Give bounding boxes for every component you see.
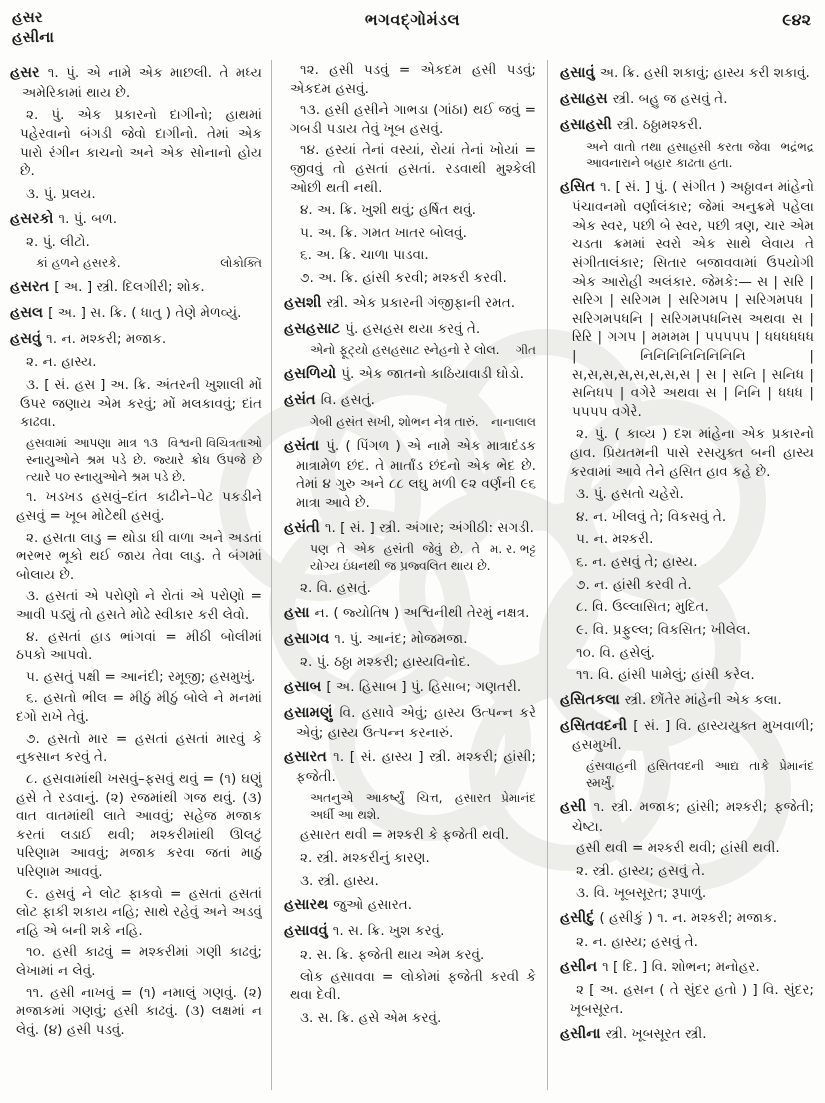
idiom-line: હસારત થવી = મશ્કરી કે ફજેતી થવી. bbox=[300, 827, 510, 844]
idiom-line: ૧. ખડખડ હસવું–દાંત કાઢીને–પેટ પકડીને હસવું = ખૂબ મોટેથી હસવું. bbox=[16, 489, 262, 524]
headword: હસરત bbox=[10, 278, 55, 295]
sense-line: ૨. ન. હાસ્ય; હસવું તે. bbox=[576, 933, 698, 950]
headword: હસીન bbox=[560, 958, 603, 975]
headword: હસળિયો bbox=[284, 366, 342, 383]
quote-attribution: નાનાલાલ bbox=[491, 414, 536, 429]
headword: હસી bbox=[560, 798, 594, 815]
sense-line: ૬. ન. હસવું તે; હાસ્ય. bbox=[576, 554, 698, 571]
sense-line: ૩. વિ. ખૂબસૂરત; રૂપાળું. bbox=[576, 885, 707, 902]
dictionary-entry: હસલ [ અ. ] સ. ક્રિ. ( ધાતુ ) તેણે મેળવ્યું. bbox=[10, 304, 242, 321]
sense-line: ૨. પું. એક પ્રકારનો દાગીનો; હાથમાં પહેરવાનો બંગડી જેવો દાગીનો. તેમાં એક પારો રંગીન કાચનો અને એક સોનાનો હોય છે. bbox=[20, 107, 262, 180]
dictionary-entry: હસંત વિ. હસતું. bbox=[284, 392, 375, 409]
catchword-top: હસર bbox=[12, 8, 43, 26]
sense-line: ૮. વિ. ઉલ્લાસિત; મુદિત. bbox=[576, 599, 709, 616]
idiom-line: ૯. હસવું ને લોટ ફાકવો = હસતાં હસતાં લોટ ફાકી શકાય નહિ; સાથે રહેવું અને અડવું નહિ એ બની શકે નહિ. bbox=[16, 885, 262, 939]
headword: હસાબ bbox=[284, 679, 327, 695]
dictionary-entry: હસામણું વિ. હસાવે એવું; હાસ્ય ઉત્પન્ન કરે એવું; હાસ્ય ઉત્પન્ન કરનારું. bbox=[284, 704, 536, 741]
quote-line: ભદ્રંભદ્ર અને વાતો તથા હસાહસી કરતા જેવા આવનારાને બહાર કાઢતા હતા. bbox=[586, 139, 814, 171]
headword: હસર bbox=[10, 65, 48, 81]
column-divider bbox=[547, 60, 548, 1090]
headword: હસાગવ bbox=[284, 630, 335, 647]
catchword-bottom: હસીના bbox=[12, 27, 54, 46]
headword: હસાવવું bbox=[284, 923, 333, 940]
headword: હસંત bbox=[284, 392, 321, 409]
headword: હસાહસી bbox=[560, 116, 617, 133]
headword: હસિત bbox=[560, 179, 601, 196]
idiom-line: ૨. હસતા લાડુ = થોડા ઘી વાળા અને અડતાં ભરભર ભૂકો થઈ જાય તેવા લાડુ. તે બંગમાં બોલાય છે. bbox=[16, 529, 262, 583]
sense-line: ૩. પું. હસતો ચહેરો. bbox=[576, 486, 684, 503]
headword: હસારથ bbox=[284, 897, 334, 914]
sense-line: ૩. પું. પ્રલય. bbox=[26, 185, 96, 202]
headword: હસામણું bbox=[284, 704, 340, 721]
sense-line: ૧૧. વિ. હાંસી પામેલું; હાંસી કરેલ. bbox=[576, 667, 755, 684]
sense-line: ૨. સ. ક્રિ. ફજેતી થાય એમ કરવું. bbox=[300, 947, 485, 964]
quote-line: પ્રેમાનંદ હંસવાહની હસિતવદની આદ્ય તાકે સ્મર્ખું. bbox=[586, 759, 814, 790]
quote-line: મ. ર. ભટ્ટ પણ તે એક હસંતી જેવું છે. તે યોગ્ય ઇંધનથી જ પ્રજ્વલિત થાય છે. bbox=[310, 542, 536, 574]
quote-attribution: લોકોક્તિ bbox=[220, 255, 262, 270]
idiom-line: ૧૧. હસી નાખવું = (૧) નમાલું ગણવું. (૨) મજાકમાં ગણવું; હસી કાઢવું. (૩) લક્ષમાં ન લેવું. (૪) હસી પડવું. bbox=[16, 984, 262, 1038]
quote-attribution: ભદ્રંભદ્ર bbox=[780, 139, 814, 154]
headword: હસિતકલા bbox=[560, 691, 625, 708]
quote-attribution: વિશ્વની વિચિત્રતાઓ bbox=[167, 435, 262, 450]
dictionary-entry: હસિતવદની [ સં. ] વિ. હાસ્યયુક્ત મુખવાળી; હસમુખી. bbox=[560, 717, 814, 754]
quote-line: નાનાલાલ ગેબી હસંત સખી, શોભન નેત્ર તારું. bbox=[310, 414, 536, 429]
headword: હસંતી bbox=[284, 519, 325, 536]
sense-line: ૨. પું. ( કાવ્ય ) દશ માંહેના એક પ્રકારનો હાવ. પ્રિયતમની પાસે રસયુક્ત બની હાસ્ય કરવામાં આવે તેને હસિત હાવ કહે છે. bbox=[570, 426, 814, 480]
dictionary-entry: હસીન ૧ [ દિ. ] વિ. શોભન; મનોહર. bbox=[560, 958, 760, 975]
dictionary-entry: હસશી સ્ત્રી. એક પ્રકારની ગંજીફાની રમત. bbox=[284, 294, 516, 311]
column bbox=[10, 58, 262, 1096]
sense-line: ૩. સ્ત્રી. હાસ્ય. bbox=[300, 872, 379, 889]
idiom-line: ૧૪. હસ્યાં તેનાં વસ્યાં, રોયાં તેનાં ખોયાં = જીવવું તો હસતાં હસતાં. રડવાથી મુશ્કેલી ઓછી થતી નથી. bbox=[290, 142, 536, 196]
sense-line: ૩. સ. ક્રિ. હસે એમ કરવું. bbox=[300, 1009, 442, 1026]
idiom-line: ૬. હસતો ભીલ = મીઠું મીઠું બોલે ને મનમાં દગો રાખે તેવું. bbox=[16, 690, 262, 726]
column bbox=[560, 58, 814, 1096]
idiom-line: ૮. હસવામાંથી ખસવું–ફસવું થવું = (૧) ઘણું હસે તે રડવાનું. (૨) રજમાંથી ગજ થવું. (૩) વાત વાતમાંથી લાતે આવવું; સહેજ મજાક કરતાં લડાઈ થવી; મશ્કરીમાંથી ઊલટું પરિણામ આવવું; મજાક કરવા જતાં માઠું પરિણામ આવવું. bbox=[16, 770, 262, 880]
dictionary-entry: હસાવું અ. ક્રિ. હસી શકાવું; હાસ્ય કરી શકાવું. bbox=[560, 65, 810, 81]
book-title: ભગવદ્ગોમંડલ bbox=[364, 10, 461, 29]
dictionary-entry: હસવું ૧. ન. મશ્કરી; મજાક. bbox=[10, 330, 167, 347]
dictionary-entry: હસંતી ૧. [ સં. ] સ્ત્રી. અંગાર; અંગીઠી: સગડી. bbox=[284, 519, 534, 536]
quote-attribution: પ્રેમાનંદ bbox=[501, 790, 536, 805]
dictionary-entry: હસાહસ સ્ત્રી. બહુ જ હસવું તે. bbox=[560, 90, 728, 107]
sense-line: ૨. પું. ઠઠ્ઠા મશ્કરી; હાસ્યવિનોદ. bbox=[300, 654, 471, 671]
page-header bbox=[0, 6, 825, 54]
headword: હસવું bbox=[10, 330, 47, 347]
headword: હસીના bbox=[560, 1025, 606, 1042]
sense-line: ૪. ન. ખીલવું તે; વિકસવું તે. bbox=[576, 508, 727, 525]
sense-line: ૨ [ અ. હસન ( તે સુંદર હતો ) ] વિ. સુંદર; ખૂબસૂરત. bbox=[570, 982, 814, 1017]
quote-line: ગીત એનો ફૂટ્યો હસહસાટ સ્નેહનો રે લોલ. bbox=[310, 343, 536, 358]
headword: હસિતવદની bbox=[560, 717, 634, 734]
dictionary-entry: હસર ૧. પું. એ નામે એક માછલી. તે મધ્ય અમેરિકામાં થાય છે. bbox=[10, 65, 262, 101]
sense-line: ૭. અ. ક્રિ. હાંસી કરવી; મશ્કરી કરવી. bbox=[300, 270, 507, 287]
headword: હસરકો bbox=[10, 210, 59, 227]
sense-line: ૯. વિ. પ્રફુલ્લ; વિકસિત; ખીલેલ. bbox=[576, 621, 751, 638]
idiom-line: ૭. હસતો માર = હસતાં હસતાં મારવું કે નુકસાન કરવું તે. bbox=[16, 730, 262, 766]
dictionary-entry: હસા ન. ( જ્યોતિષ ) અશ્વિનીથી તેરમું નક્ષત્ર. bbox=[284, 604, 530, 621]
sense-line: ૧૦. વિ. હસેલું. bbox=[576, 644, 655, 661]
dictionary-entry: હસીદું ( હસીકું ) ૧. ન. મશ્કરી; મજાક. bbox=[560, 910, 778, 927]
idiom-line: ૧૨. હસી પડવું = એકદમ હસી પડવું; એકદમ હસવું. bbox=[290, 62, 536, 97]
headword: હસલ bbox=[10, 304, 49, 321]
quote-line: લોકોક્તિ કાં હળને હસરકે. bbox=[36, 255, 262, 270]
dictionary-entry: હસરકો ૧. પું. બળ. bbox=[10, 210, 118, 227]
sense-line: ૬. અ. ક્રિ. ચાળા પાડવા. bbox=[300, 247, 429, 264]
headword: હસારત bbox=[284, 749, 334, 766]
quote-attribution: ગીત bbox=[515, 343, 536, 358]
sense-line: ૨. પું. લીટો. bbox=[26, 234, 90, 251]
headword: હસા bbox=[284, 604, 315, 621]
sense-line: ૨. ન. હાસ્ય. bbox=[26, 354, 97, 371]
dictionary-entry: હસરત [ અ. ] સ્ત્રી. દિલગીરી; શોક. bbox=[10, 278, 205, 295]
page-number: ૯૪૨ bbox=[782, 10, 811, 29]
dictionary-entry: હસળિયો પું. એક જાતનો કાઠિયાવાડી ઘોડો. bbox=[284, 366, 524, 383]
sense-line: ૨. સ્ત્રી. મશ્કરીનું કારણ. bbox=[300, 850, 430, 867]
sense-line: ૪. અ. ક્રિ. ખુશી થવું; હર્ષિત થવું. bbox=[300, 202, 476, 219]
column bbox=[284, 58, 536, 1096]
sense-line: ૫. અ. ક્રિ. ગમત ખાતર બોલવું. bbox=[300, 224, 467, 241]
dictionary-entry: હસી ૧. સ્ત્રી. મજાક; હાંસી; મશ્કરી; ફજેતી; ચેષ્ટા. bbox=[560, 798, 814, 835]
idiom-line: ૧૦. હસી કાઢવું = મશ્કરીમાં ગણી કાઢવું; લેખામાં ન લેવું. bbox=[16, 944, 262, 979]
idiom-line: લોક હસાવવા = લોકોમાં ફજેતી કરવી કે થવા દેવી. bbox=[290, 968, 536, 1004]
dictionary-entry: હસારત ૧. [ સં. હાસ્ય ] સ્ત્રી. મશ્કરી; હાંસી; ફજેતી. bbox=[284, 749, 536, 786]
sense-line: ૨. વિ. હસતું. bbox=[300, 580, 371, 597]
quote-line: પ્રેમાનંદ અતનુએ આકર્ષ્યું ચિત્ત, હસારત અર્ધી આ થશે. bbox=[310, 790, 536, 822]
sense-line: ૨. સ્ત્રી. હાસ્ય; હસવું તે. bbox=[576, 862, 706, 879]
sense-line: ૫. ન. મશ્કરી. bbox=[576, 531, 654, 548]
dictionary-entry: હસારથ જુઓ હસારત. bbox=[284, 897, 413, 914]
headword: હસાવું bbox=[560, 65, 600, 81]
dictionary-entry: હસાહસી સ્ત્રી. ઠઠ્ઠામશ્કરી. bbox=[560, 116, 703, 133]
quote-attribution: પ્રેમાનંદ bbox=[779, 759, 814, 774]
idiom-line: ૫. હસતું પક્ષી = આનંદી; રમૂજી; હસમુખું. bbox=[26, 668, 256, 685]
headword: હસહસાટ bbox=[284, 320, 346, 337]
dictionary-entry: હસાબ [ અ. હિસાબ ] પું. હિસાબ; ગણતરી. bbox=[284, 679, 522, 695]
idiom-line: હસી થવી = મશ્કરી થવી; હાંસી થવી. bbox=[576, 840, 780, 857]
headword: હસંતા bbox=[284, 437, 327, 454]
dictionary-entry: હસિત ૧. [ સં. ] પું. ( સંગીત ) અઠ્ઠાવન માંહેનો પંચાવનમો વર્ણાલંકાર; જેમાં અનુક્રમે પહેલા એક સ્વર, પછી બે સ્વર, પછી ત્રણ, ચાર એમ ચડતા ક્રમમાં સ્વરો એક સાથે લેવાય તે સંગીતાલંકાર; સિતાર બજાવવામાં ઉપયોગી એક આરોહી અલંકાર. જેમકે:— સ | સરિ | સરિગ | સરિગમ | સરિગમપ | સરિગમપધ | સરિગમપધનિ | સરિગમપધનિસ અથવા સ | રિરિ | ગગપ | મમમમ | ૫૫૫૫૫ | ધધધધધધ | નિનિનિનિનિનિનિનિ | સ,સ,સ,સ,સ,સ,સ,સ | સ | સનિ | સનિધ | સનિધપ | વગેરે અથવા સ | નિનિ | ધધધ | ૫૫૫૫ વગેરે. bbox=[560, 179, 814, 420]
idiom-line: ૪. હસતાં હાડ ભાંગવાં = મીઠી બોલીમાં ઠપકો આપવો. bbox=[16, 628, 262, 664]
headword: હસશી bbox=[284, 294, 327, 311]
note-line: વિશ્વની વિચિત્રતાઓ હસવામાં આપણા માત્ર ૧૩ સ્નાયુઓને શ્રમ પડે છે. જ્યારે ક્રોધ ઉપજે છે ત્યારે ૫૦ સ્નાયુઓને શ્રમ પડે છે. bbox=[26, 435, 262, 484]
dictionary-entry: હસીના સ્ત્રી. ખૂબસૂરત સ્ત્રી. bbox=[560, 1025, 707, 1042]
headword: હસાહસ bbox=[560, 90, 613, 107]
dictionary-entry: હસાગવ ૧. પું. આનંદ; મોજમજા. bbox=[284, 630, 468, 647]
dictionary-entry: હસાવવું ૧. સ. ક્રિ. ખુશ કરવું. bbox=[284, 923, 445, 940]
headword: હસીદું bbox=[560, 910, 600, 927]
dictionary-entry: હસિતકલા સ્ત્રી. છોંતેર માંહેની એક કલા. bbox=[560, 691, 782, 708]
idiom-line: ૩. હસતાં એ પરોણો ને રોતાં એ પરોણો = આવી પડ્યું તો હસતે મોઢે સ્વીકાર કરી લેવો. bbox=[16, 588, 262, 624]
dictionary-entry: હસહસાટ પું. હસહસ થયા કરવું તે. bbox=[284, 320, 481, 337]
dictionary-entry: હસંતા પું. ( પિંગળ ) એ નામે એક માત્રાદંડક માત્રામેળ છંદ. તે માર્તાંડ છંદનો એક ભેદ છે. તેમાં ૪ ગુરુ અને ૮૮ લઘુ મળી ૯૨ વર્ણની ૯૬ માત્રા આવે છે. bbox=[284, 437, 536, 511]
sense-line: ૩. [ સં. હસ ] અ. ક્રિ. અંતરની ખુશાલી મોં ઉપર જણાય એમ કરવું; મોં મલકાવવું; દાંત કાઢવા. bbox=[20, 377, 262, 431]
column-divider bbox=[271, 60, 272, 1090]
sense-line: ૭. ન. હાંસી કરવી તે. bbox=[576, 576, 692, 593]
idiom-line: ૧૩. હસી હસીને ગાભડા (ગાંઠા) થઈ જવું = ગબડી પડાય તેવું ખૂબ હસવું. bbox=[290, 102, 536, 137]
quote-attribution: મ. ર. ભટ્ટ bbox=[489, 542, 536, 557]
